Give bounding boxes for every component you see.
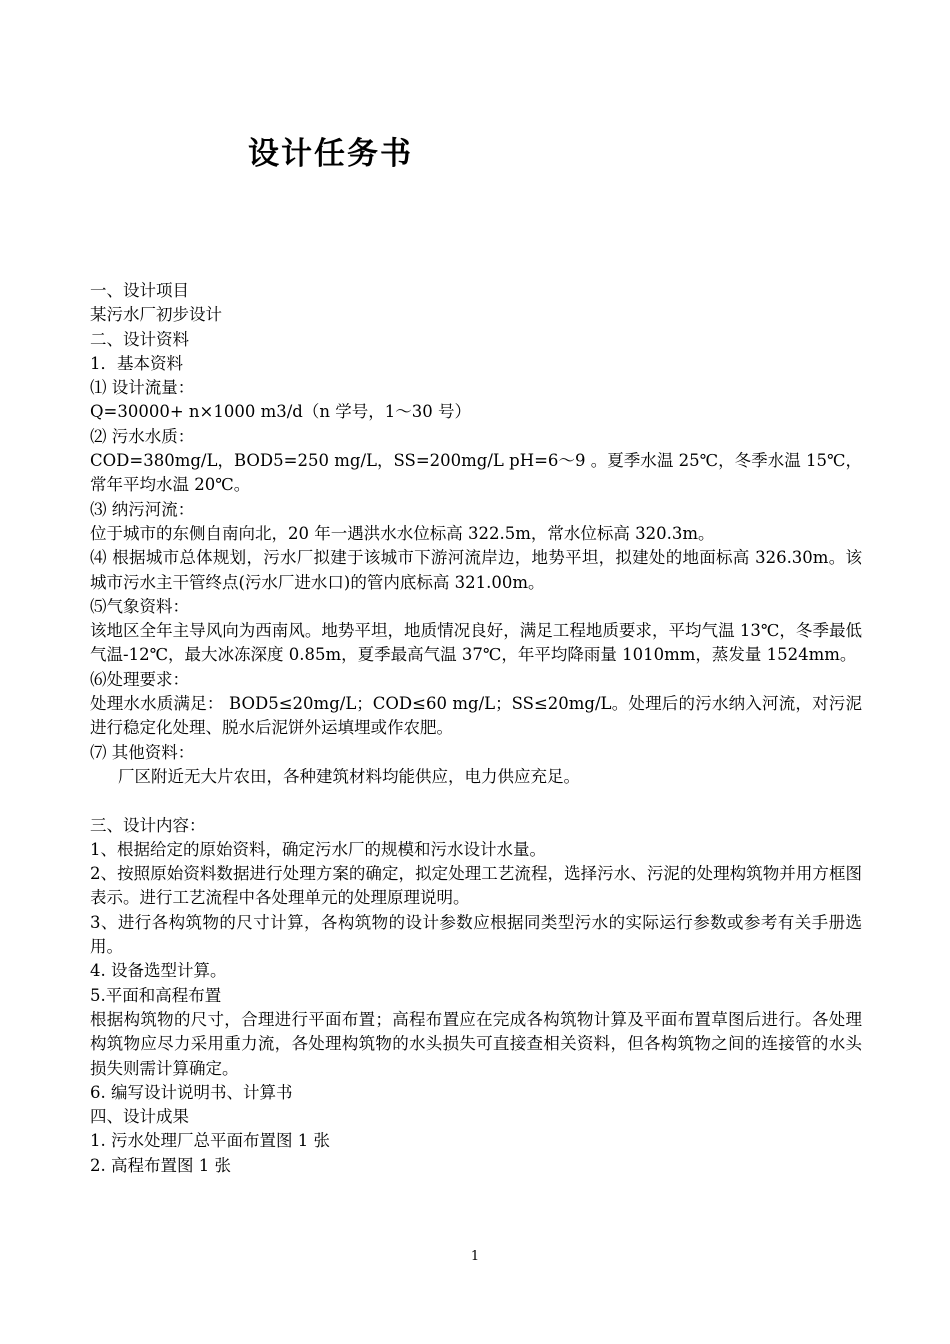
result-item-1: 1. 污水处理厂总平面布置图 1 张 [90,1131,330,1151]
requirements-text: 处理水水质满足： BOD5≤20mg/L；COD≤60 mg/L；SS≤20mg/L。处理后的污水纳入河流，对污泥进行稳定化处理、脱水后泥饼外运填埋或作农肥。 [90,694,862,738]
content-item-3: 3、进行各构筑物的尺寸计算，各构筑物的设计参数应根据同类型污水的实际运行参数或参考有关手册选用。 [90,912,862,957]
other-data-heading: ⑺ 其他资料： [90,742,195,762]
basic-data-heading: 1．基本资料 [90,353,183,373]
weather-heading: ⑸气象资料： [90,596,189,616]
content-item-5-text: 根据构筑物的尺寸，合理进行平面布置；高程布置应在完成各构筑物计算及平面布置草图后进行。各处理构筑物应尽力采用重力流，各处理构筑物的水头损失可直接查相关资料，但各构筑物之间的连接管的水头损失则需计算确定。 [90,1009,862,1078]
requirements-heading: ⑹处理要求： [90,669,189,689]
river-heading: ⑶ 纳污河流： [90,499,195,519]
content-item-6: 6. 编写设计说明书、计算书 [90,1082,293,1102]
content-item-5-heading: 5.平面和高程布置 [90,985,222,1005]
section-heading-design-content: 三、设计内容： [90,815,206,835]
section-heading-design-project: 一、设计项目 [90,281,189,300]
river-text: 位于城市的东侧自南向北，20 年一遇洪水水位标高 322.5m，常水位标高 320.3m。 [90,523,715,543]
quality-heading: ⑵ 污水水质： [90,426,195,446]
weather-text: 该地区全年主导风向为西南风。地势平坦，地质情况良好，满足工程地质要求，平均气温 13℃，冬季最低气温-12℃，最大冰冻深度 0.85m，夏季最高气温 37℃，年平均降雨量 1010mm，蒸发量 1524mm。 [90,621,862,665]
content-item-4: 4. 设备选型计算。 [90,961,227,981]
quality-text: COD=380mg/L，BOD5=250 mg/L，SS=200mg/L pH=6～9 。夏季水温 25℃，冬季水温 15℃，常年平均水温 20℃。 [90,451,862,495]
blank-line [90,789,862,813]
content-item-2: 2、按照原始资料数据进行处理方案的确定，拟定处理工艺流程，选择污水、污泥的处理构筑物并用方框图表示。进行工艺流程中各处理单元的处理原理说明。 [90,864,862,908]
section-heading-design-data: 二、设计资料 [90,329,189,349]
project-name: 某污水厂初步设计 [90,305,222,325]
document-body [90,279,862,1178]
document-title: 设计任务书 [248,136,413,172]
content-item-1: 1、根据给定的原始资料，确定污水厂的规模和污水设计水量。 [90,839,546,859]
other-data-text: 厂区附近无大片农田，各种建筑材料均能供应，电力供应充足。 [118,766,580,786]
flow-heading: ⑴ 设计流量： [90,378,195,398]
page-number: 1 [470,1249,480,1264]
result-item-2: 2. 高程布置图 1 张 [90,1155,231,1175]
section-heading-design-results: 四、设计成果 [90,1107,189,1127]
planning-text: ⑷ 根据城市总体规划，污水厂拟建于该城市下游河流岸边，地势平坦，拟建处的地面标高 326.30m。该城市污水主干管终点(污水厂进水口)的管内底标高 321.00m。 [90,548,862,592]
flow-text: Q=30000+ n×1000 m3/d（n 学号，1～30 号） [90,402,471,422]
